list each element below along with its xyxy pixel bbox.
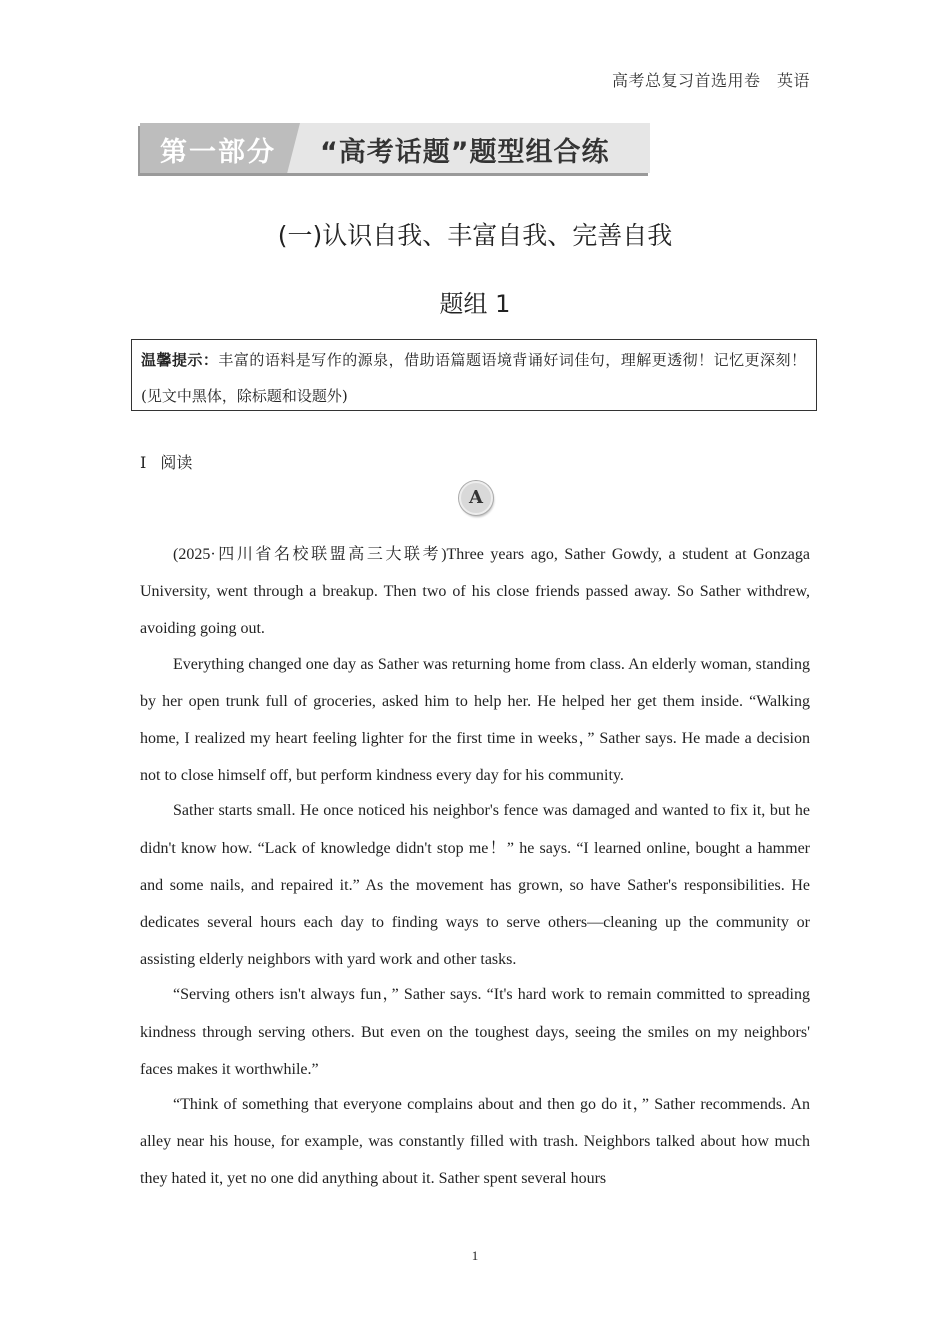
paragraph: “Think of something that everyone complains about and then go do it，” Sather recommends. An alley near his house, for example, was constantly filled with trash. Neighbors talked about how much they hated it, yet no one did anything about it. Sather spent several hours [140,1096,810,1188]
group-title: 题组 1 [439,290,511,318]
paragraph: Sather starts small. He once noticed his neighbor's fence was damaged and wanted to fix it, but he didn't know how. “Lack of knowledge didn't stop me！” he says. “I learned online, bought a hammer and some nails, and repaired it.” As the movement has grown, so have Sather's responsibilities. He dedicates several hours each day to finding ways to serve others—cleaning up the community or assisting elderly neighbors with yard work and other tasks. [140,802,810,969]
part-label: 阅读 [160,453,193,472]
tip-label: 温馨提示： [141,351,219,369]
page-number: 1 [471,1248,479,1263]
part-number: Ⅰ [140,453,147,472]
paragraph: (2025·四川省名校联盟高三大联考)Three years ago, Sather Gowdy, a student at Gonzaga University, went through a breakup. Then two of his close friends passed away. So Sather withdrew, avoiding going out. [140,546,810,638]
banner-part-label: 第一部分 [160,137,276,168]
part-heading [140,450,192,473]
tip-box [131,339,817,411]
passage-badge: A [459,481,493,515]
paragraph: Everything changed one day as Sather was returning home from class. An elderly woman, standing by her open trunk full of groceries, asked him to help her. He helped her get them inside. “Walking home, I realized my heart feeling lighter for the first time in weeks，” Sather says. He made a decision not to close himself off, but perform kindness every day for his community. [140,655,810,785]
part-banner [140,123,650,173]
paragraph: “Serving others isn't always fun，” Sather says. “It's hard work to remain committed to spreading kindness through serving others. But even on the toughest days, seeing the smiles on my neighbors' faces makes it worthwhile.” [140,986,810,1078]
section-title: (一)认识自我、丰富自我、完善自我 [277,221,673,250]
tip-text: 丰富的语料是写作的源泉，借助语篇题语境背诵好词佳句，理解更透彻！记忆更深刻！(见文中黑体，除标题和设题外) [141,351,806,405]
running-header: 高考总复习首选用卷 英语 [611,71,810,90]
banner-title: “高考话题”题型组合练 [320,137,610,168]
passage-body [140,536,810,1196]
